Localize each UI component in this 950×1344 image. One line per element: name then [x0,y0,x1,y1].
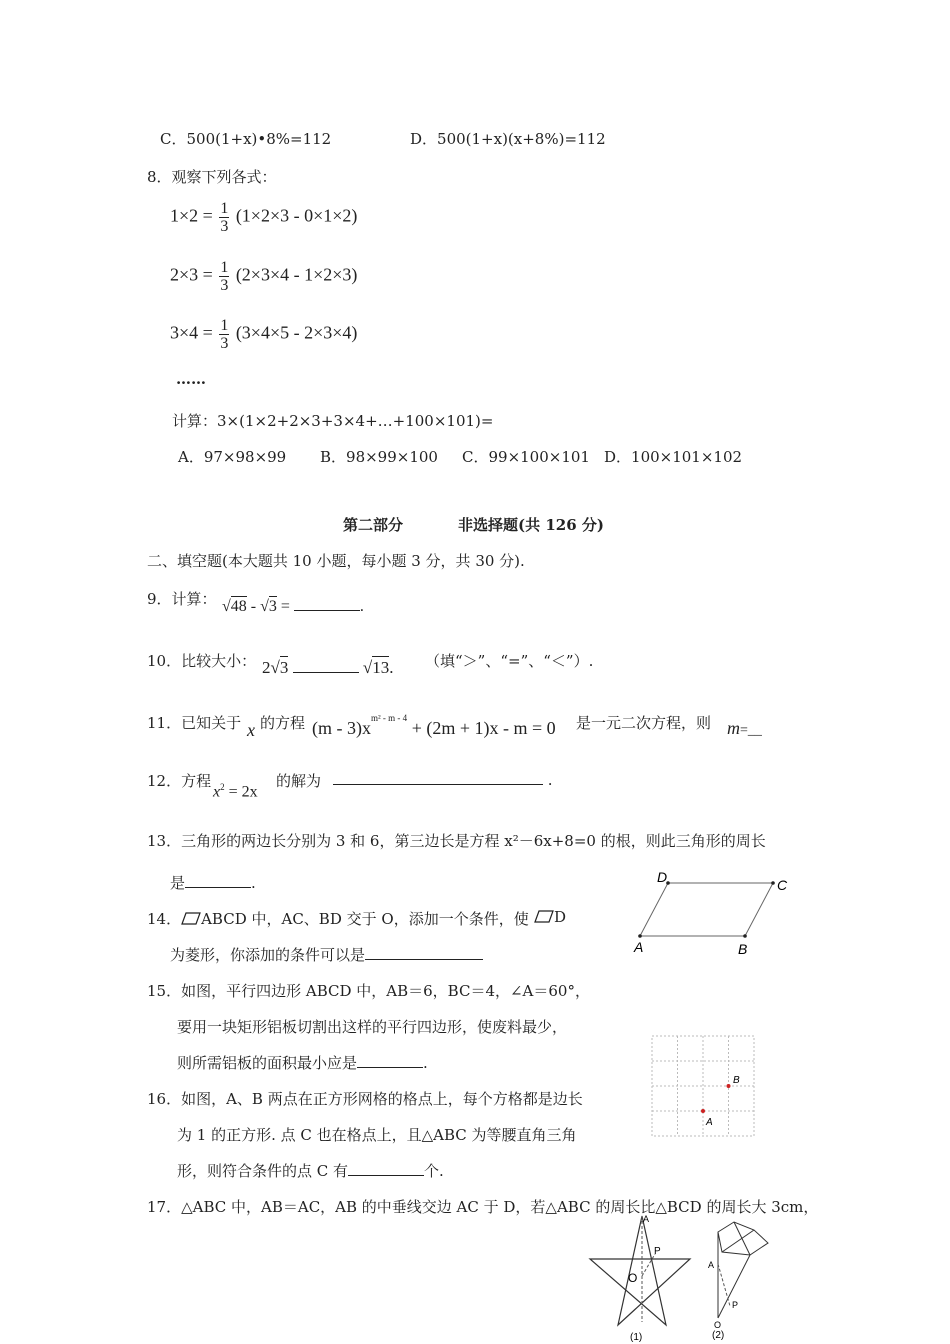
q14-symbol-d [534,908,566,926]
q11-blank[interactable]: =__ [740,723,762,738]
frac-num: 1 [220,317,229,334]
para-point-a [638,934,642,938]
q15-line3 [177,1052,428,1073]
q8-option-c: C．99×100×101 [462,448,590,466]
q16-line1: 16．如图，A、B 两点在正方形网格的格点上，每个方格都是边长 [147,1090,583,1108]
q8-calc: 计算：3×(1×2+2×3+3×4+…+100×101)= [172,412,494,430]
q12-tail: 的解为 [276,772,322,790]
q16-line3-text: 形，则符合条件的点 C 有 [177,1162,349,1180]
sqrt-symbol: √ [362,658,373,677]
q12-answer [333,770,553,789]
section-title: 非选择题(共 126 分) [458,516,604,534]
eq1-right: (1×2×3 - 0×1×2) [235,205,358,226]
eq3-left: 3×4 = [170,322,213,343]
star-shape [590,1216,690,1325]
q11-label: 11．已知关于 [147,714,242,732]
star-label-p: P [654,1246,661,1257]
q11-tail: 是一元二次方程，则 [576,714,712,732]
q9-radicand-a: 48 [230,598,247,615]
q12-period: . [547,771,553,789]
q12-exponent: 2 [220,782,225,792]
q8-stem: 8．观察下列各式： [147,168,277,186]
star-label-o: O [628,1271,638,1285]
parallelogram-shape [640,883,773,936]
para-label-b: B [738,941,748,957]
para-label-c: C [777,877,788,893]
q8-eq1 [170,200,357,235]
q10-period: . [389,658,394,677]
q11-exponent: m² - m - 4 [370,713,408,723]
q14-d: D [554,908,567,926]
q11-eq-part1: (m - 3)x [312,718,371,738]
q14-line1 [147,908,529,929]
q16-answer-blank[interactable] [348,1161,424,1176]
q13-answer-blank[interactable] [185,873,251,888]
q12-label: 12．方程 [147,772,212,790]
sqrt-symbol: √ [260,598,269,615]
q10-expression [262,658,393,678]
sqrt-symbol: √ [222,598,231,615]
q9-expression [222,596,364,616]
star-caption: (1) [630,1332,643,1343]
folded-figure [704,1210,784,1344]
q10-label: 10．比较大小： [147,652,257,670]
q11-eq-part2: + (2m + 1)x - m = 0 [411,718,556,738]
fraction-one-third [219,200,229,235]
grid-figure [650,1035,756,1139]
section-part-label: 第二部分 [343,516,404,534]
eq3-right: (3×4×5 - 2×3×4) [235,322,358,343]
parallelogram-figure [625,868,795,960]
q8-eq3 [170,317,357,352]
q12-answer-blank[interactable] [333,770,543,785]
grid-label-b: B [733,1075,740,1086]
frac-num: 1 [220,259,229,276]
eq1-left: 1×2 = [170,205,213,226]
para-label-d: D [657,869,668,885]
grid-label-a: A [706,1117,713,1128]
q7-option-c: C．500(1+x)•8%=112 [160,130,332,148]
q12-lhs: x [213,783,221,801]
eq2-right: (2×3×4 - 1×2×3) [235,264,358,285]
q9-equals: = [280,598,290,615]
fold-line-2 [722,1230,754,1252]
q15-period: . [423,1054,428,1072]
q14-line2 [170,944,483,965]
q16-line2: 为 1 的正方形. 点 C 也在格点上，且△ABC 为等腰直角三角 [177,1126,577,1144]
q10-answer-blank[interactable] [293,658,359,673]
q9-label: 9．计算： [147,590,217,608]
grid-point-a [701,1109,705,1113]
frac-den: 3 [220,335,229,352]
q13-text: 13．三角形的两边长分别为 3 和 6，第三边长是方程 x²－6x+8=0 的根，则此三角形的周长 [147,832,766,850]
para-point-c [771,881,775,885]
q14-answer-blank[interactable] [365,945,483,960]
q9-answer-blank[interactable] [294,596,360,611]
q10-hint: （填“＞”、“=”、“＜”）. [425,652,594,670]
eq2-left: 2×3 = [170,264,213,285]
q14-text: ABCD 中，AC、BD 交于 O，添加一个条件，使 [201,910,529,928]
q8-option-a: A．97×98×99 [178,448,287,466]
grid-lines [652,1036,754,1136]
q8-option-b: B．98×99×100 [320,448,438,466]
q12-equation [213,782,258,801]
fold-label-p: P [732,1300,739,1310]
q11-equation [312,713,556,739]
q17-line1: 17．△ABC 中，AB＝AC，AB 的中垂线交边 AC 于 D，若△ABC 的周长比△BCD 的周长大 3cm， [147,1198,819,1216]
q10-coef: 2 [262,658,271,677]
frac-num: 1 [220,200,229,217]
q7-option-d: D．500(1+x)(x+8%)=112 [410,130,606,148]
q11-m-answer [727,718,762,739]
q13-cont: 是 [170,874,186,892]
frac-den: 3 [220,218,229,235]
q10-radicand-1: 3 [279,658,289,677]
q13-continuation [170,872,256,893]
parallelogram-symbol-icon [534,910,554,923]
frac-den: 3 [220,277,229,294]
fold-label-a: A [708,1260,715,1270]
fold-caption: (2) [712,1330,725,1341]
sqrt-symbol: √ [270,658,280,677]
q8-eq2 [170,259,357,294]
q12-rhs: = 2x [228,783,258,801]
q10-radicand-2: 13 [372,658,390,677]
q9-radicand-b: 3 [268,598,277,615]
q13-period: . [251,874,256,892]
q9-minus: - [250,598,257,615]
star-figure [580,1210,700,1344]
fill-blank-header: 二、填空题(本大题共 10 小题，每小题 3 分，共 30 分). [147,552,525,570]
q16-unit: 个. [424,1162,444,1180]
grid-point-b [727,1084,731,1088]
folded-dashed [718,1264,730,1306]
para-point-b [743,934,747,938]
star-label-a: A [643,1214,650,1224]
q15-line2: 要用一块矩形铝板切割出这样的平行四边形，使废料最少， [177,1018,568,1036]
parallelogram-symbol-icon [181,912,201,925]
q8-ellipsis: …… [176,370,206,388]
q15-line1: 15．如图，平行四边形 ABCD 中，AB＝6，BC＝4，∠A＝60°， [147,982,590,1000]
q15-line3-text: 则所需铝板的面积最小应是 [177,1054,358,1072]
q15-answer-blank[interactable] [357,1053,423,1068]
q9-period: . [359,598,364,615]
q8-option-d: D．100×101×102 [604,448,743,466]
q11-m: m [727,718,740,738]
fold-label-o: O [714,1320,722,1330]
fraction-one-third [219,317,229,352]
q11-mid: 的方程 [260,714,306,732]
fraction-one-third [219,259,229,294]
para-label-a: A [634,939,644,955]
q14-number: 14． [147,910,182,928]
q14-line2-text: 为菱形，你添加的条件可以是 [170,946,366,964]
q16-line3 [177,1160,444,1181]
q11-x: x [247,720,255,740]
